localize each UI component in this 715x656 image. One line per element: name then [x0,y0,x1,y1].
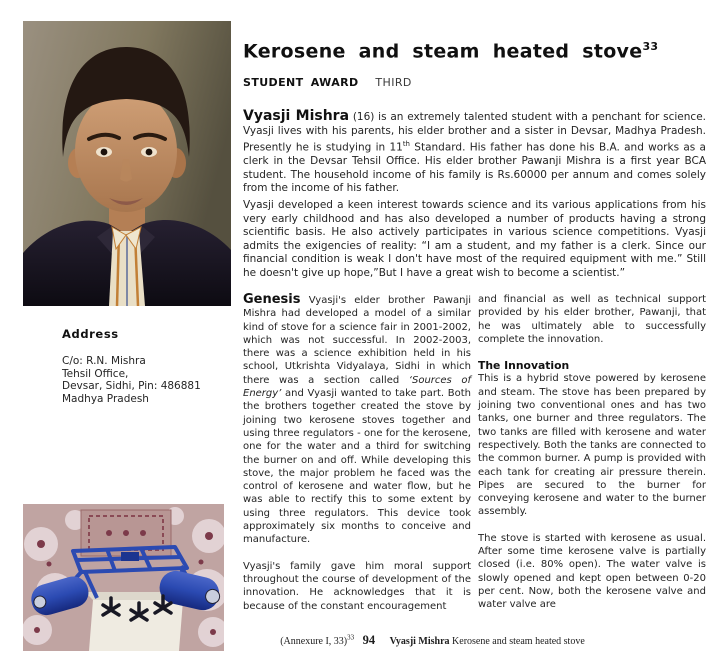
address-block [62,327,232,405]
title-text: Kerosene and steam heated stove [243,40,643,63]
page-footer [150,633,715,648]
intro-paragraph-2: Vyasji developed a keen interest towards science and its various applications from his very early childhood and has also developed a number of products having a strong scientific basis. He also actively participates in various science competitions. Vyasji admits the exigencies of reality: “I am a student, and my father is a clerk. Since our financial condition is weak I don't have most of the required equipment with me.” Still he doesn't give up hope,”But I have a great wish to become a scientist.” [243,199,706,279]
intro-paragraph-1 [243,110,706,196]
genesis-paragraph-1-text-b: and Vyasji wanted to take part. Both the brothers together created the stove by joining two kerosene stoves together and using three regulators - one for the kerosene, one for the water and a third for switching the burner on and off. While developing this stove, the major problem he faced was the control of kerosene and water flow, but he was able to rectify this to some extent by using three regulators. This device took approximately six months to conceive and manufacture. [243,388,471,546]
intro-paragraph-1-text-a: (16) is an extremely talented student with a penchant for science. Vyasji lives with his parents, his elder brother and a sister in Devsar, Madhya Pradesh. Presently he is studying in 11 [243,111,706,154]
award-label: STUDENT AWARD [243,76,359,89]
page-title [243,40,713,62]
portrait-photo [23,21,231,306]
footer-title: Kerosene and steam heated stove [452,636,585,647]
genesis-paragraph-1 [243,293,471,547]
address-heading: Address [62,327,119,341]
intro-paragraph-1-text-b: Standard. His father has done his B.A. and works as a clerk in the Devsar Tehsil Office. His elder brother Pawanji Mishra is a first year BCA student. The household income of his family is Rs.60000 per annum and comes solely from the income of his father. [243,141,706,195]
genesis-heading: Genesis [243,292,301,307]
genesis-column [243,293,471,626]
innovation-heading: The Innovation [478,359,570,373]
genesis-continuation-paragraph: and financial as well as technical support provided by his elder brother, Pawanji, that he was ultimately able to successfully complete the innovation. [478,294,706,345]
innovation-column [478,293,706,625]
stove-photo [23,504,224,651]
innovation-paragraph-1: This is a hybrid stove powered by kerosene and steam. The stove has been prepared by joining two conventional ones and has two tanks, one burner and three regulators. The two tanks are filled with kerosene and water respectively. Both the tanks are connected to the common burner. A pump is provided with each tank for creating air pressure therein. Pipes are secured to the burner for conveying kerosene and water to the burner assembly. [478,373,706,518]
award-line [243,76,412,89]
portrait-photo-drawing [23,21,231,306]
innovation-paragraph-2: The stove is started with kerosene as usual. After some time kerosene valve is partially closed (i.e. 80% open). The water valve is slowly opened and kept open between 0-20 per cent. Now, both the kerosene valve and water valve are [478,532,706,611]
genesis-paragraph-1-text-a: Vyasji's elder brother Pawanji Mishra had developed a model of a similar kind of stove for a science fair in 2001-2002, which was not successful. In 2002-2003, there was a science exhibition held in his school, Utkrishta Vidyalaya, Sidhi in which there was a section called [243,295,471,386]
annexure-reference: (Annexure I, 33) [280,636,348,647]
address-line: Devsar, Sidhi, Pin: 486881 [62,380,201,393]
ordinal-superscript: th [402,140,410,149]
annexure-footnote-marker: 33 [347,633,355,642]
title-footnote-marker: 33 [642,40,659,53]
award-value: THIRD [375,76,412,89]
sources-of-energy-italic: ‘Sources of Energy’ [243,374,471,400]
address-line: Madhya Pradesh [62,392,149,405]
page-number: 94 [362,633,376,647]
genesis-paragraph-2: Vyasji's family gave him moral support throughout the course of development of the innovation. He acknowledges that it is because of the constant encouragement [243,560,471,612]
student-name: Vyasji Mishra [243,108,350,124]
address-line: Tehsil Office, [62,367,129,380]
address-line: C/o: R.N. Mishra [62,355,146,367]
stove-photo-drawing [23,504,224,651]
footer-student-name: Vyasji Mishra [389,636,450,647]
